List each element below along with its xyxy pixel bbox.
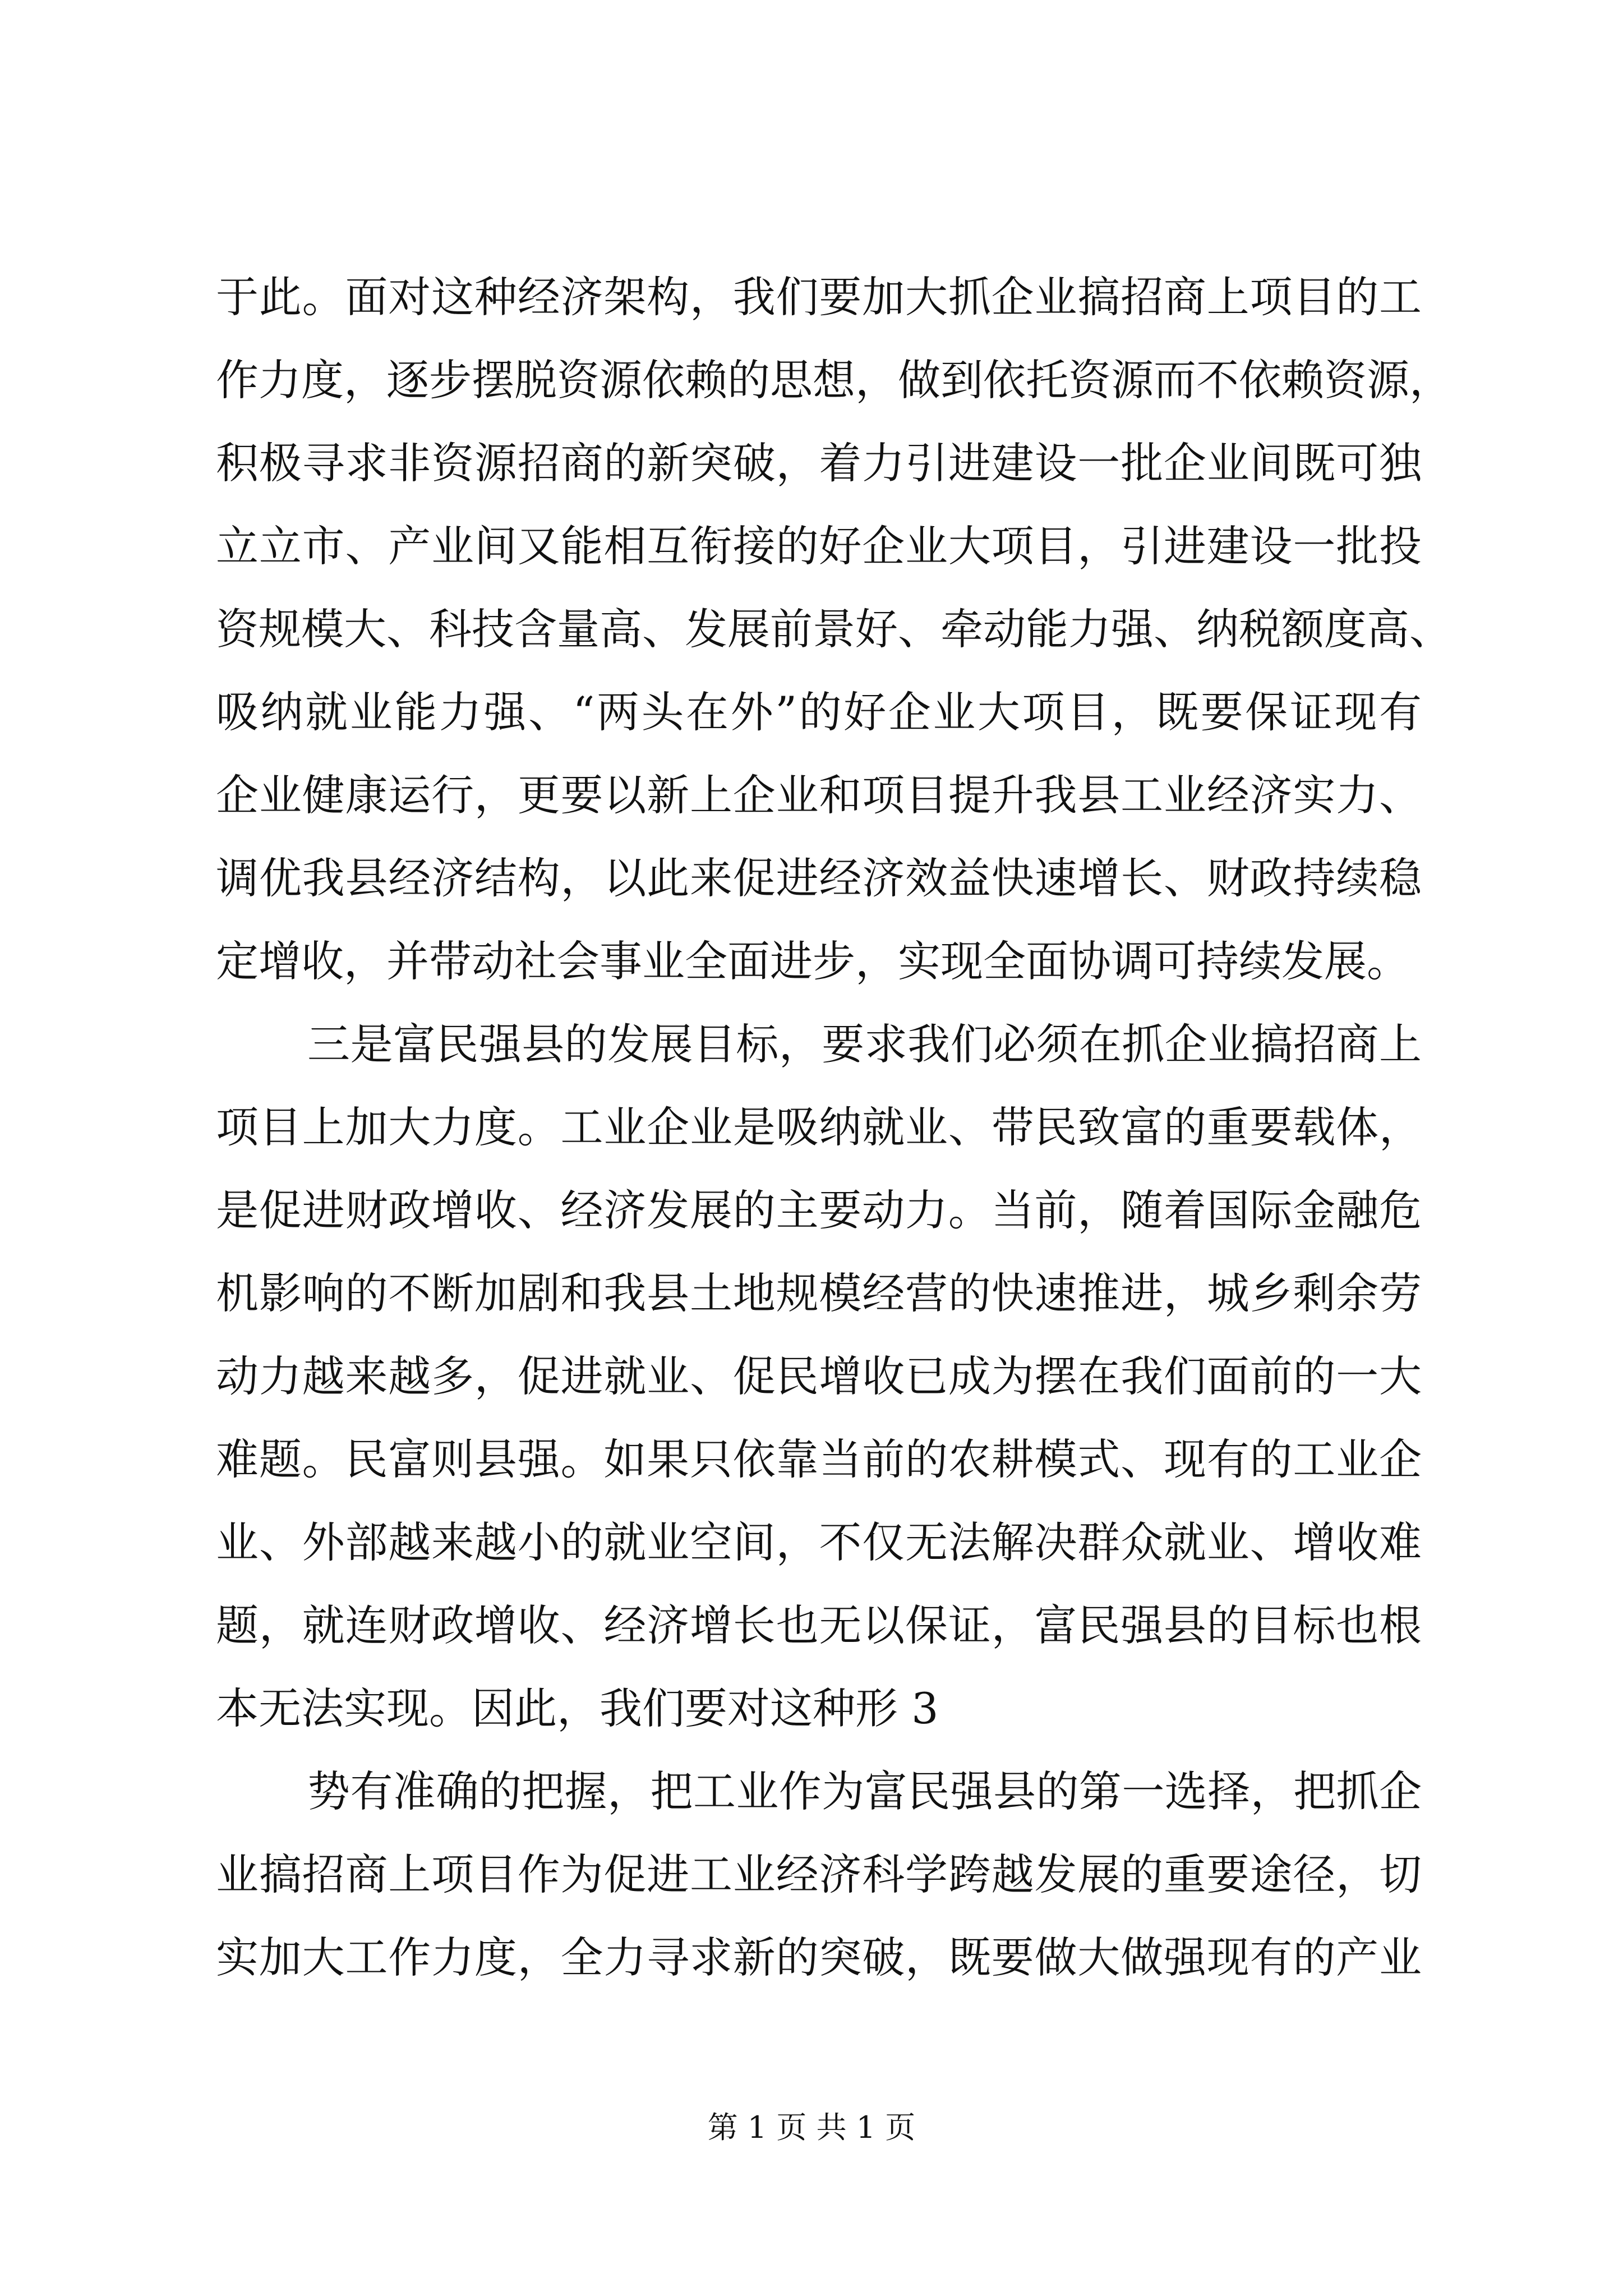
- text-line: 作力度，逐步摆脱资源依赖的思想，做到依托资源而不依赖资源，: [216, 355, 1452, 405]
- text-line: 是促进财政增收、经济发展的主要动力。当前，随着国际金融危: [216, 1185, 1422, 1235]
- text-line: 积极寻求非资源招商的新突破，着力引进建设一批企业间既可独: [216, 438, 1422, 488]
- text-line: 项目上加大力度。工业企业是吸纳就业、带民致富的重要载体，: [216, 1102, 1422, 1152]
- text-line: 动力越来越多，促进就业、促民增收已成为摆在我们面前的一大: [216, 1351, 1422, 1401]
- paragraph-first-line: 三是富民强县的发展目标，要求我们必须在抓企业搞招商上: [307, 1019, 1422, 1069]
- text-line: 定增收，并带动社会事业全面进步，实现全面协调可持续发展。: [216, 936, 1409, 986]
- text-line: 调优我县经济结构，以此来促进经济效益快速增长、财政持续稳: [216, 853, 1422, 903]
- text-line: 资规模大、科技含量高、发展前景好、牵动能力强、纳税额度高、: [216, 604, 1452, 654]
- text-line: 实加大工作力度，全力寻求新的突破，既要做大做强现有的产业: [216, 1932, 1422, 1982]
- text-line: 业、外部越来越小的就业空间，不仅无法解决群众就业、增收难: [216, 1517, 1422, 1567]
- text-line: 吸纳就业能力强、“两头在外”的好企业大项目，既要保证现有: [216, 687, 1422, 737]
- text-line: 业搞招商上项目作为促进工业经济科学跨越发展的重要途径，切: [216, 1849, 1422, 1899]
- text-line: 题，就连财政增收、经济增长也无以保证，富民强县的目标也根: [216, 1600, 1422, 1650]
- text-line: 机影响的不断加剧和我县土地规模经营的快速推进，城乡剩余劳: [216, 1268, 1422, 1318]
- page-footer: 第 1 页 共 1 页: [707, 2110, 916, 2145]
- text-line: 于此。面对这种经济架构，我们要加大抓企业搞招商上项目的工: [216, 272, 1422, 322]
- paragraph-first-line: 势有准确的把握，把工业作为富民强县的第一选择，把抓企: [307, 1766, 1422, 1816]
- text-line: 本无法实现。因此，我们要对这种形 3: [216, 1683, 939, 1733]
- text-line: 企业健康运行，更要以新上企业和项目提升我县工业经济实力、: [216, 770, 1422, 820]
- text-line: 立立市、产业间又能相互衔接的好企业大项目，引进建设一批投: [216, 521, 1422, 571]
- text-line: 难题。民富则县强。如果只依靠当前的农耕模式、现有的工业企: [216, 1434, 1422, 1484]
